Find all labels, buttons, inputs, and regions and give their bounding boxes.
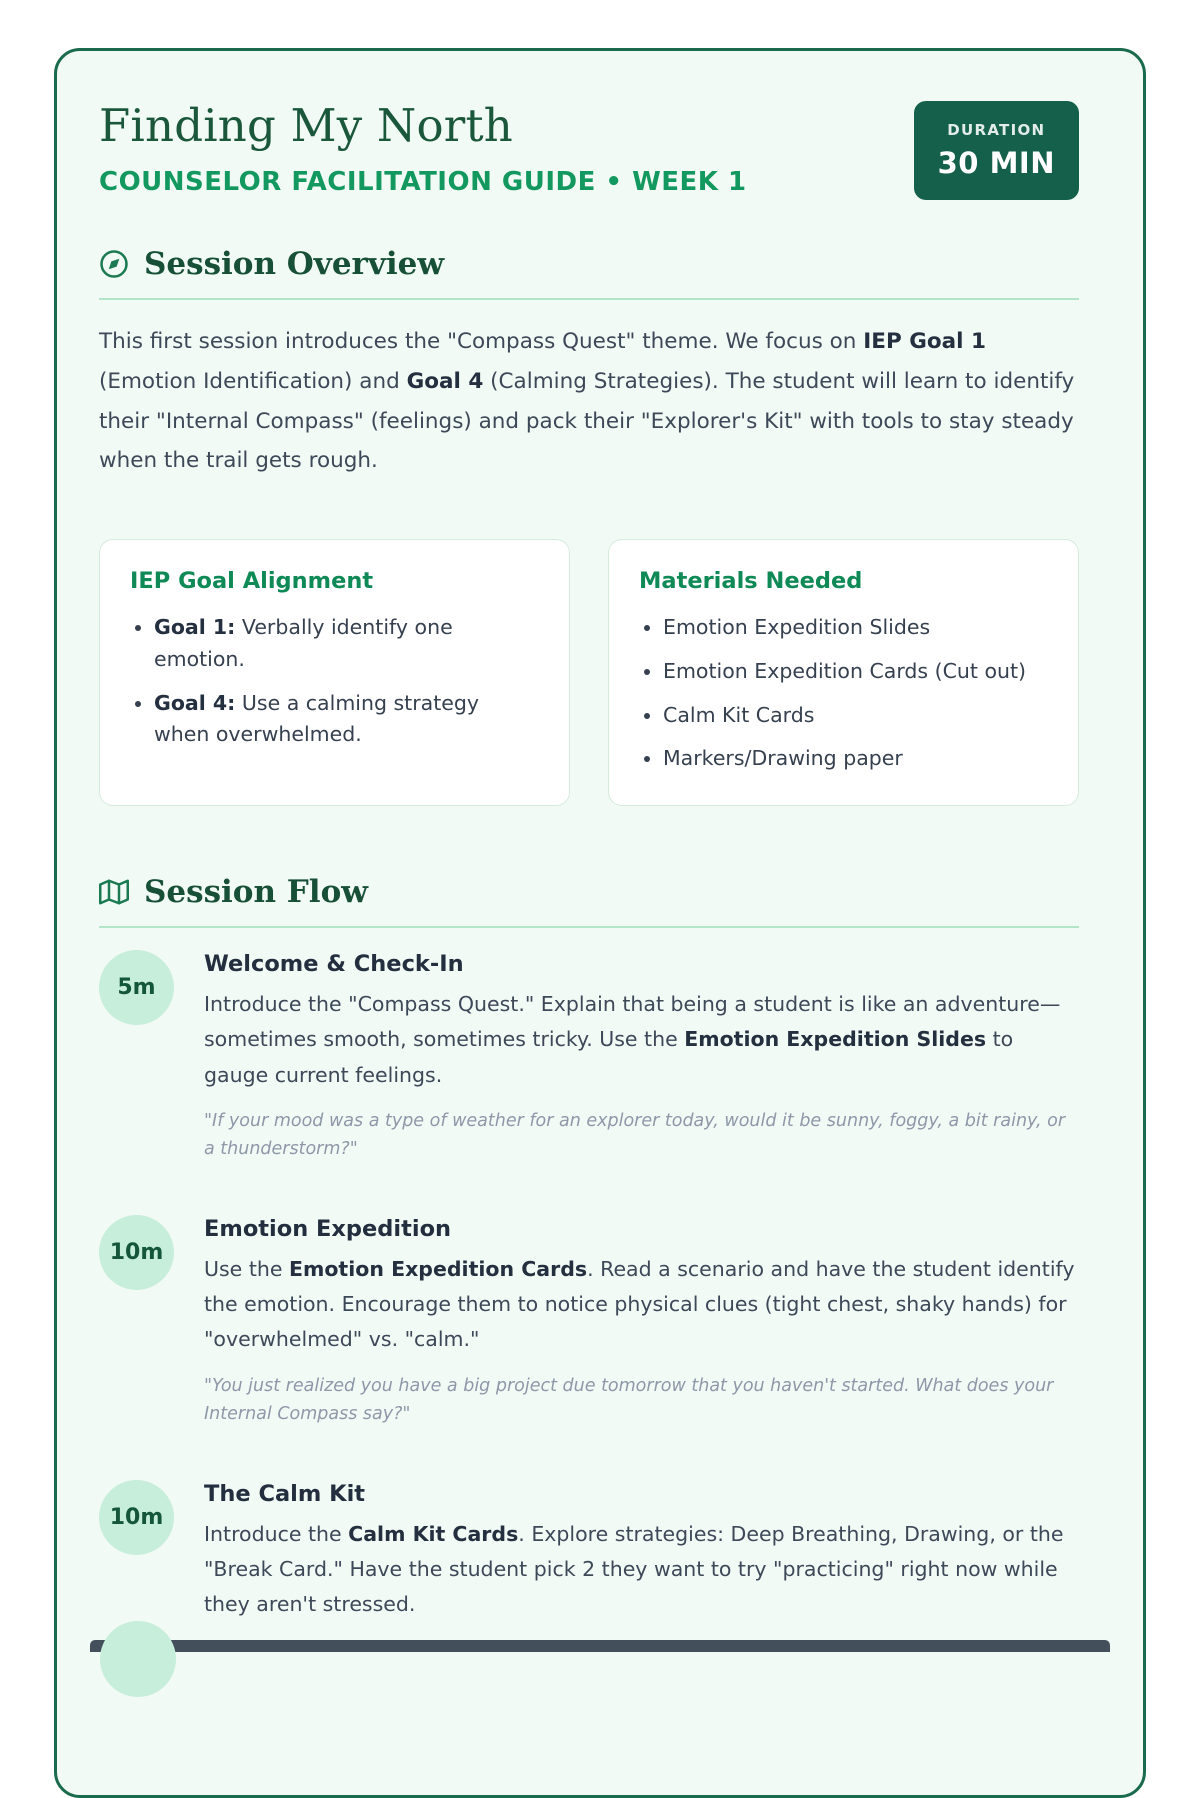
flow-item-quote: "If your mood was a type of weather for an explorer today, would it be sunny, foggy, a bit rainy, or a thunderstorm?"	[204, 1110, 1066, 1159]
flow-item-welcome-check-in	[99, 950, 1079, 1163]
next-section-panel-edge	[90, 1640, 1110, 1652]
flow-text-run: . Explore strategies: Deep Breathing, Drawing, or the "Break Card." Have the student pick 2 they want to try "practicing" right now while they aren't stressed.	[204, 1521, 1064, 1617]
flow-item-body	[204, 1252, 1079, 1358]
facilitation-guide-card	[54, 48, 1146, 1798]
list-item	[154, 612, 539, 676]
iep-goal-alignment-box	[99, 539, 570, 806]
info-boxes	[99, 539, 1079, 806]
materials-list	[639, 612, 1048, 775]
list-item: • Emotion Expedition Slides	[663, 612, 1048, 644]
overview-text-run: (Calming Strategies). The student will learn to identify their "Internal Compass" (feelings) and pack their "Explorer's Kit" with tools to stay steady when the trail gets rough.	[99, 368, 1075, 474]
list-item: • Calm Kit Cards	[663, 700, 1048, 732]
flow-item-quote: "You just realized you have a big project due tomorrow that you haven't started. What does your Internal Compass say?"	[204, 1375, 1054, 1424]
page-subtitle: COUNSELOR FACILITATION GUIDE • WEEK 1	[99, 167, 747, 197]
header-text	[99, 99, 747, 197]
session-flow-heading-text: Session Flow	[144, 874, 368, 911]
compass-icon	[99, 249, 129, 279]
flow-bold-run: Emotion Expedition Cards	[288, 1256, 588, 1281]
list-item	[154, 688, 539, 752]
iep-goal-alignment-heading: IEP Goal Alignment	[130, 568, 374, 595]
session-overview-section	[99, 246, 1079, 806]
page-title: Finding My North	[99, 99, 513, 152]
flow-item-body	[204, 987, 1079, 1093]
flow-bold-run: Emotion Expedition Slides	[684, 1027, 987, 1052]
flow-text-run: . Read a scenario and have the student identify the emotion. Encourage them to notice physical clues (tight chest, shaky hands) for "overwhelmed" vs. "calm."	[204, 1256, 1075, 1352]
map-icon	[99, 877, 129, 907]
materials-needed-box	[608, 539, 1079, 806]
goal-label: Goal 4:	[154, 690, 236, 715]
session-overview-heading	[99, 246, 1079, 300]
flow-item-title: Emotion Expedition	[204, 1215, 452, 1242]
duration-value: 30 MIN	[937, 146, 1055, 180]
goal-text: Use a calming strategy when overwhelmed.	[154, 690, 480, 747]
flow-text-run: Introduce the	[204, 1521, 349, 1546]
duration-badge	[914, 101, 1079, 200]
overview-paragraph	[99, 322, 1079, 481]
session-flow-heading	[99, 874, 1079, 928]
flow-item-content	[204, 1480, 1079, 1623]
session-flow-section	[99, 874, 1079, 1622]
time-badge	[100, 1621, 176, 1697]
flow-item-body	[204, 1517, 1079, 1623]
overview-text-run: (Emotion Identification) and	[99, 368, 407, 394]
time-badge: 5m	[99, 950, 174, 1025]
flow-bold-run: Calm Kit Cards	[348, 1521, 519, 1546]
flow-item-emotion-expedition	[99, 1215, 1079, 1428]
time-badge: 10m	[99, 1480, 174, 1555]
flow-item-content	[204, 950, 1079, 1163]
flow-text-run: Use the	[204, 1256, 289, 1281]
overview-bold-run: Goal 4	[406, 368, 484, 394]
iep-goal-list	[130, 612, 539, 751]
list-item: • Emotion Expedition Cards (Cut out)	[663, 656, 1048, 688]
overview-text-run: This first session introduces the "Compass Quest" theme. We focus on	[99, 329, 864, 354]
duration-label: DURATION	[947, 121, 1046, 139]
flow-text-run: to gauge current feelings.	[204, 1027, 1014, 1087]
guide-header	[99, 99, 1079, 200]
flow-item-title: Welcome & Check-In	[204, 951, 464, 978]
flow-item-calm-kit	[99, 1480, 1079, 1623]
goal-text: Verbally identify one emotion.	[154, 615, 453, 671]
flow-item-title: The Calm Kit	[204, 1480, 366, 1507]
overview-bold-run: IEP Goal 1	[863, 329, 986, 354]
flow-text-run: Introduce the "Compass Quest." Explain that being a student is like an adventure—sometimes smooth, sometimes tricky. Use the	[204, 992, 1061, 1052]
session-overview-heading-text: Session Overview	[144, 246, 445, 282]
flow-item-content	[204, 1215, 1079, 1428]
goal-label: Goal 1:	[154, 615, 236, 640]
materials-needed-heading: Materials Needed	[639, 568, 863, 595]
time-badge: 10m	[99, 1215, 174, 1290]
list-item: • Markers/Drawing paper	[663, 743, 1048, 775]
